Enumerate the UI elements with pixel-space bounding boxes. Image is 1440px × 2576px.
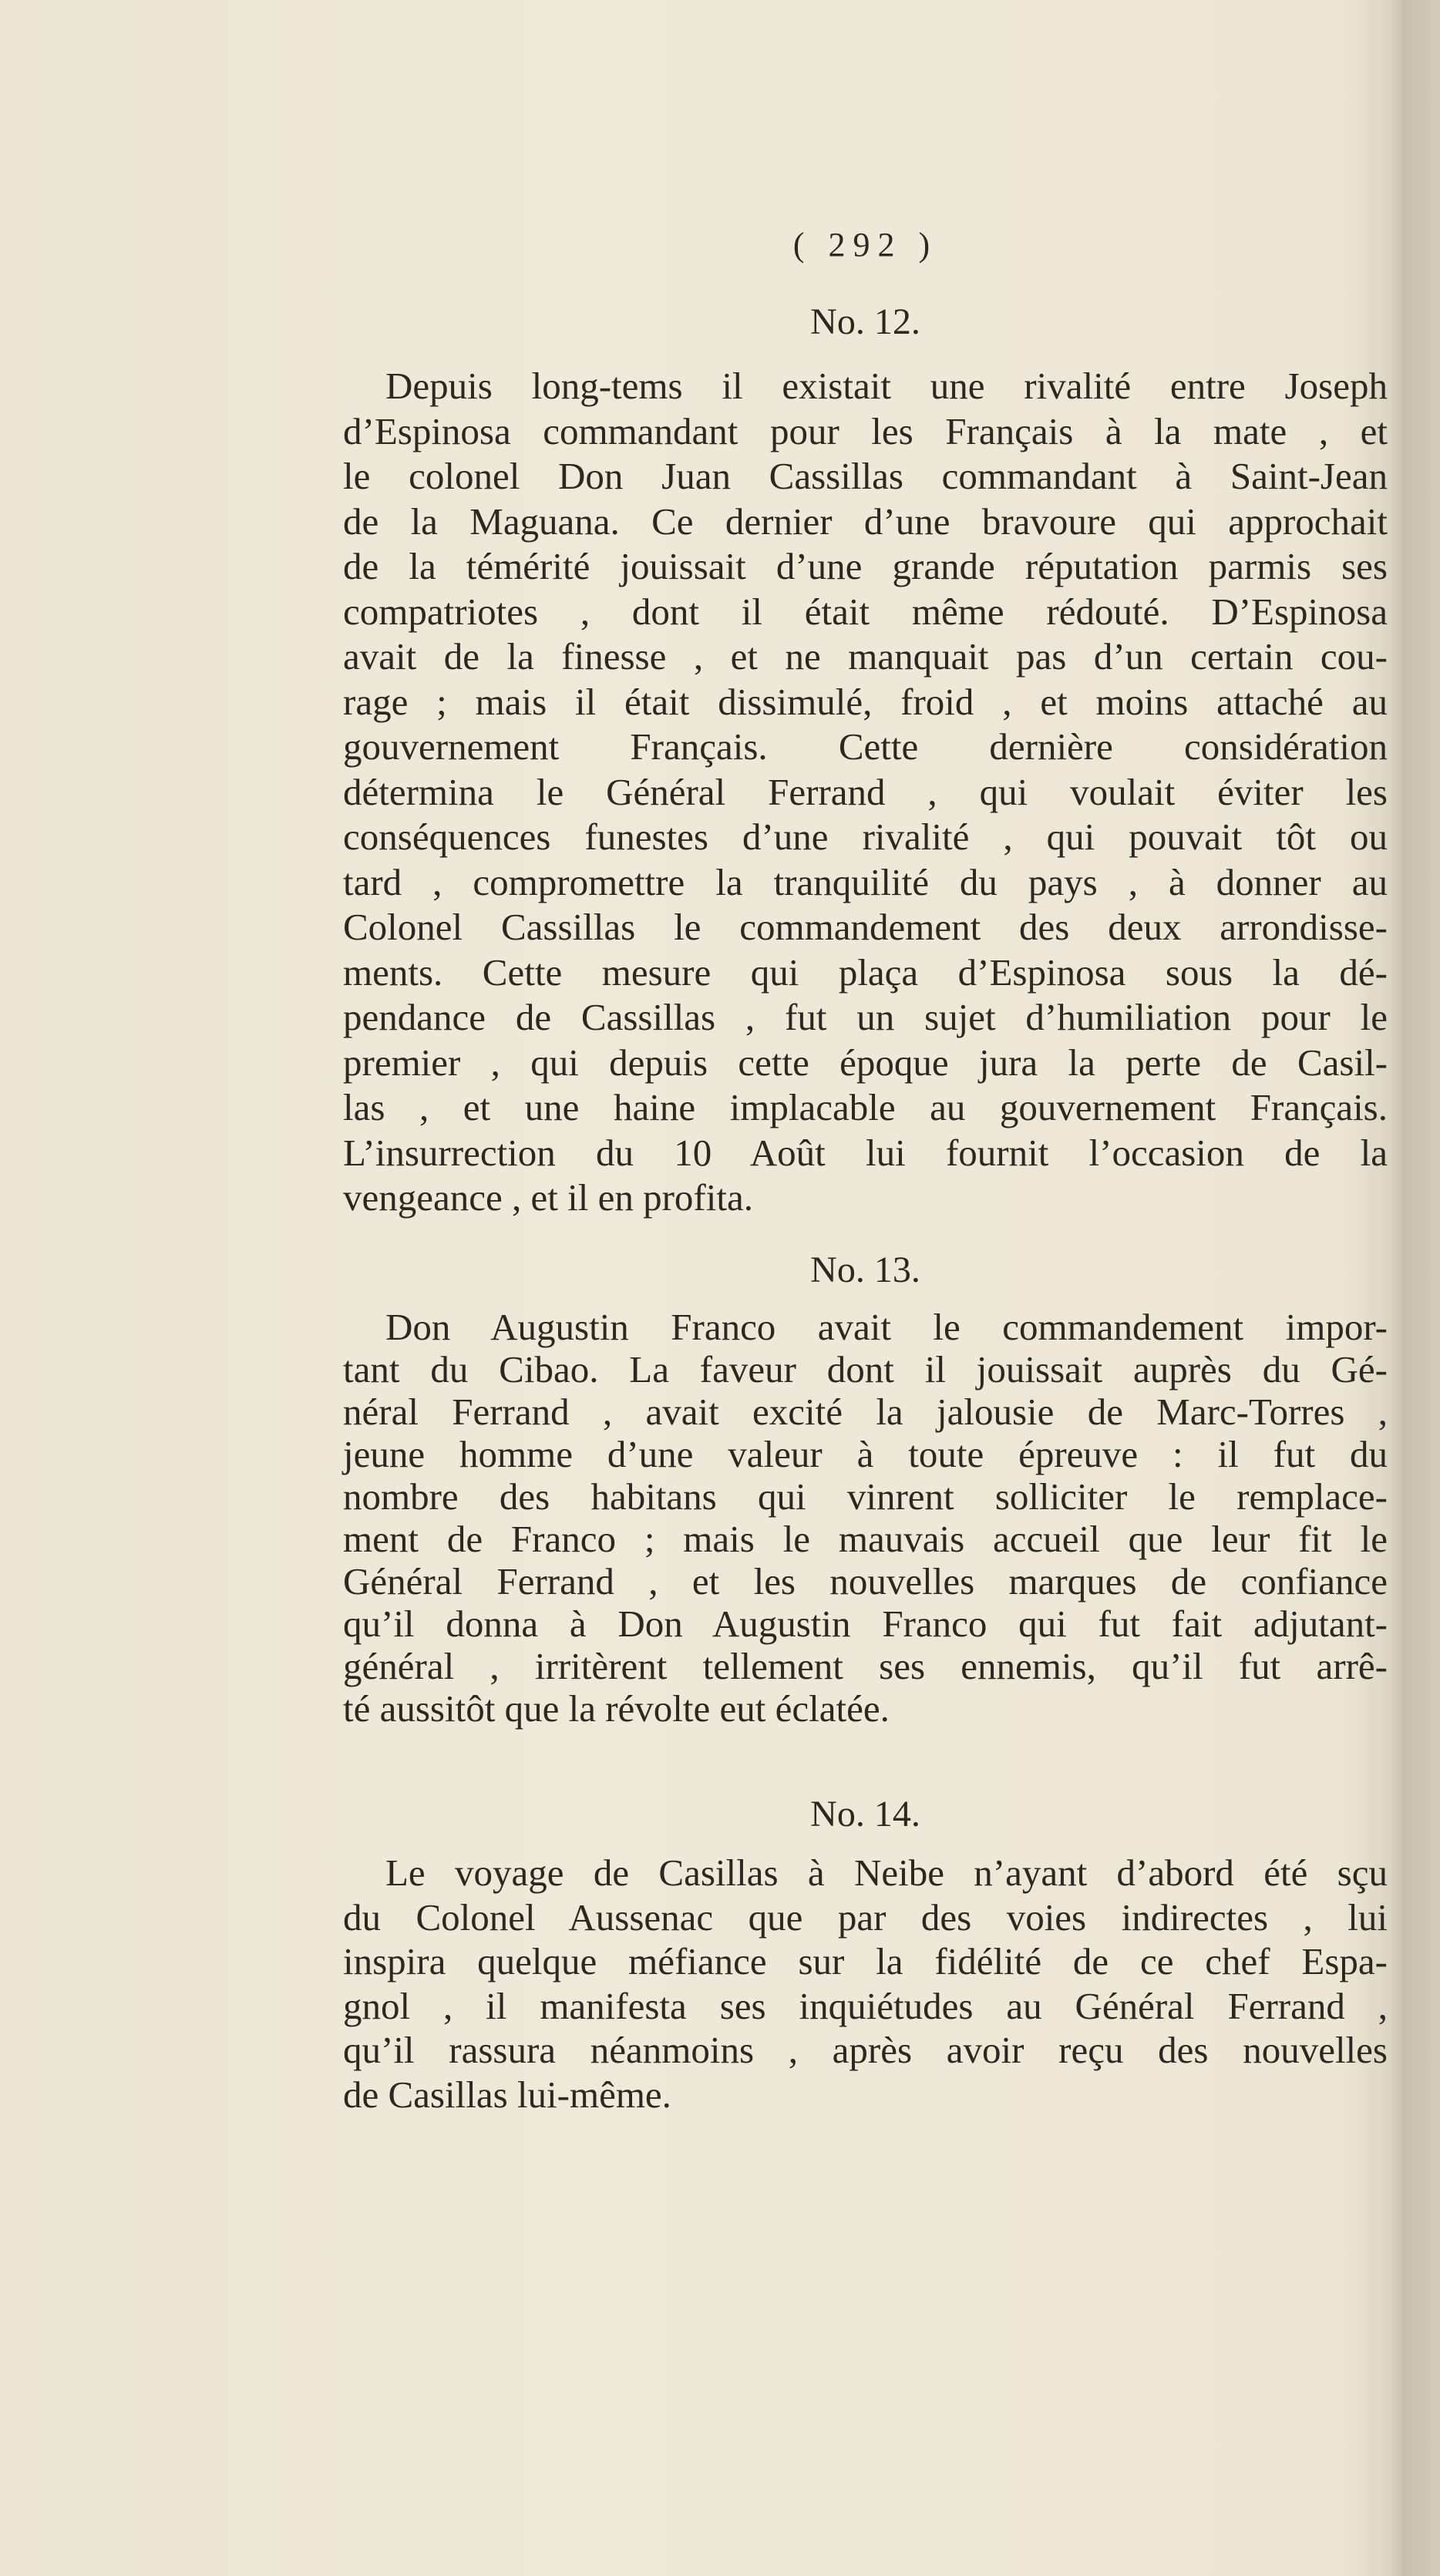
text-line: vengeance , et il en profita. (343, 1176, 753, 1219)
text-line: rage ; mais il était dissimulé, froid , et moins attaché au (343, 680, 1388, 723)
text-line: qu’il rassura néanmoins , après avoir reçu des nouvelles (343, 2029, 1388, 2072)
text-line: de Casillas lui-même. (343, 2073, 671, 2116)
text-line: pendance de Cassillas , fut un sujet d’humiliation pour le (343, 996, 1388, 1038)
text-line: compatriotes , dont il était même rédouté. D’Espinosa (343, 590, 1388, 633)
text-line: Depuis long-tems il existait une rivalité entre Joseph (385, 365, 1388, 407)
section-heading-14: No. 14. (810, 1794, 920, 1834)
text-line: détermina le Général Ferrand , qui voulait éviter les (343, 770, 1388, 813)
text-line: de la témérité jouissait d’une grande réputation parmis ses (343, 545, 1388, 587)
text-line: Don Augustin Franco avait le commandement impor- (385, 1306, 1388, 1348)
text-line: de la Maguana. Ce dernier d’une bravoure qui approchait (343, 499, 1388, 543)
section-heading-13: No. 13. (810, 1249, 920, 1290)
text-line: inspira quelque méfiance sur la fidélité de ce chef Espa- (343, 1940, 1388, 1983)
text-line: tard , compromettre la tranquilité du pays , à donner au (343, 860, 1388, 903)
text-line: Général Ferrand , et les nouvelles marques de confiance (343, 1560, 1388, 1602)
text-line: le colonel Don Juan Cassillas commandant à Saint-Jean (343, 455, 1388, 497)
paragraph-14 (343, 1851, 1388, 2117)
paragraph-12 (343, 364, 1388, 1221)
paragraph-13 (343, 1306, 1388, 1730)
text-line: néral Ferrand , avait excité la jalousie de Marc-Torres , (343, 1391, 1388, 1433)
text-line: L’insurrection du 10 Août lui fournit l’occasion de la (343, 1131, 1388, 1174)
text-line: té aussitôt que la révolte eut éclatée. (343, 1687, 890, 1730)
text-line: las , et une haine implacable au gouvernement Français. (343, 1086, 1388, 1128)
text-line: gouvernement Français. Cette dernière considération (343, 725, 1388, 768)
text-line: tant du Cibao. La faveur dont il jouissait auprès du Gé- (343, 1348, 1388, 1391)
text-line: avait de la finesse , et ne manquait pas d’un certain cou- (343, 635, 1388, 678)
text-line: nombre des habitans qui vinrent solliciter le remplace- (343, 1475, 1388, 1518)
text-line: du Colonel Aussenac que par des voies indirectes , lui (343, 1895, 1388, 1939)
text-line: jeune homme d’une valeur à toute épreuve : il fut du (343, 1433, 1388, 1475)
text-line: qu’il donna à Don Augustin Franco qui fut fait adjutant- (343, 1602, 1388, 1645)
page-number: ( 292 ) (792, 226, 938, 264)
text-line: d’Espinosa commandant pour les Français à la mate , et (343, 409, 1388, 452)
text-line: ments. Cette mesure qui plaça d’Espinosa sous la dé- (343, 950, 1388, 994)
section-heading-12: No. 12. (810, 301, 920, 342)
text-line: Colonel Cassillas le commandement des deux arrondisse- (343, 906, 1388, 948)
text-line: gnol , il manifesta ses inquiétudes au Général Ferrand , (343, 1984, 1388, 2027)
text-line: Le voyage de Casillas à Neibe n’ayant d’abord été sçu (385, 1851, 1388, 1894)
text-line: général , irritèrent tellement ses ennemis, qu’il fut arrê- (343, 1645, 1388, 1687)
text-line: ment de Franco ; mais le mauvais accueil que leur fit le (343, 1518, 1388, 1560)
text-line: premier , qui depuis cette époque jura la perte de Casil- (343, 1041, 1388, 1084)
text-line: conséquences funestes d’une rivalité , qui pouvait tôt ou (343, 816, 1388, 858)
